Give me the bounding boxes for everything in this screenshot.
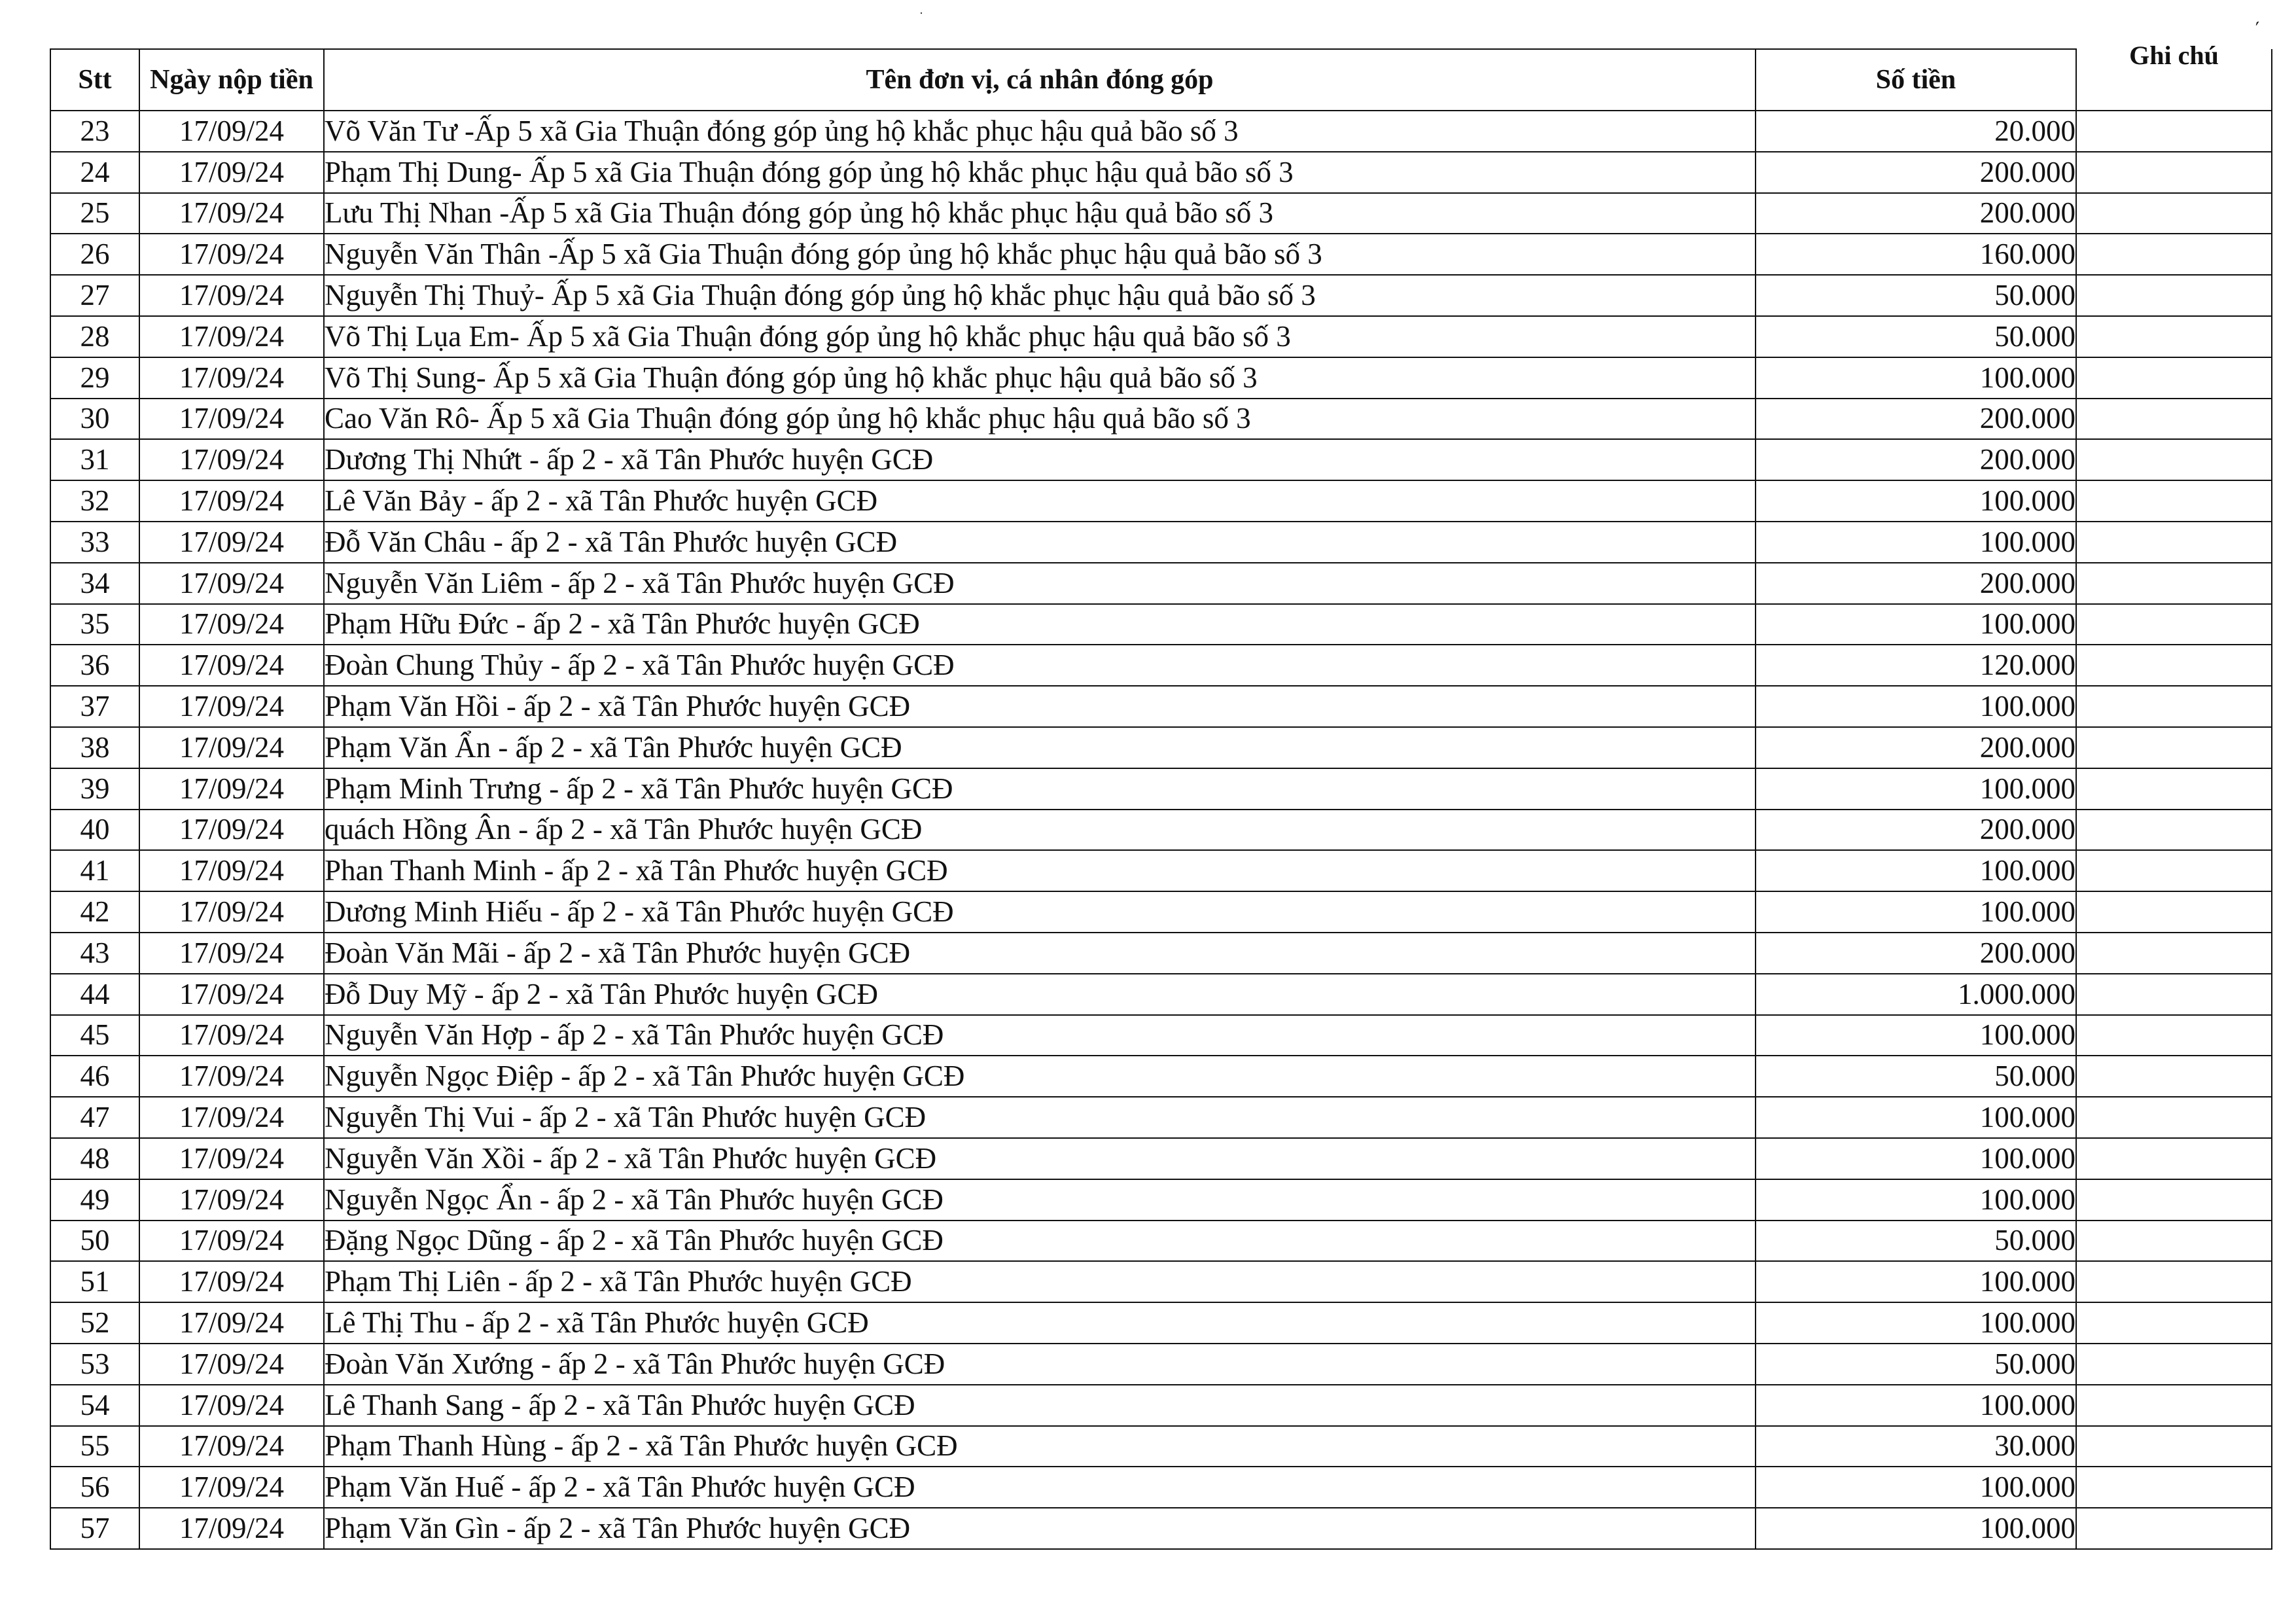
cell-stt: 30 (50, 399, 139, 440)
table-row (50, 768, 2272, 810)
table-header-row (50, 49, 2272, 111)
cell-stt: 52 (50, 1302, 139, 1344)
cell-note (2076, 111, 2272, 152)
cell-name: Nguyễn Văn Xồi - ấp 2 - xã Tân Phước huyện GCĐ (324, 1138, 1756, 1179)
table-row (50, 522, 2272, 563)
cell-stt: 37 (50, 686, 139, 727)
cell-date: 17/09/24 (139, 1261, 324, 1302)
cell-name: Đặng Ngọc Dũng - ấp 2 - xã Tân Phước huyện GCĐ (324, 1221, 1756, 1262)
contribution-table (50, 41, 2272, 1550)
table-row (50, 891, 2272, 933)
cell-date: 17/09/24 (139, 234, 324, 275)
cell-amount: 100.000 (1756, 1508, 2076, 1549)
cell-stt: 25 (50, 193, 139, 234)
cell-stt: 43 (50, 933, 139, 974)
cell-amount: 200.000 (1756, 193, 2076, 234)
cell-note (2076, 850, 2272, 891)
cell-name: Nguyễn Văn Hợp - ấp 2 - xã Tân Phước huyện GCĐ (324, 1015, 1756, 1056)
table-row (50, 563, 2272, 604)
cell-date: 17/09/24 (139, 357, 324, 399)
table-row (50, 933, 2272, 974)
cell-amount: 50.000 (1756, 316, 2076, 357)
cell-note (2076, 480, 2272, 522)
table-row (50, 810, 2272, 851)
cell-amount: 1.000.000 (1756, 974, 2076, 1015)
cell-stt: 54 (50, 1385, 139, 1426)
cell-amount: 100.000 (1756, 1015, 2076, 1056)
cell-name: Phạm Hữu Đức - ấp 2 - xã Tân Phước huyện GCĐ (324, 604, 1756, 645)
cell-amount: 100.000 (1756, 1138, 2076, 1179)
cell-name: Lê Thanh Sang - ấp 2 - xã Tân Phước huyện GCĐ (324, 1385, 1756, 1426)
cell-note (2076, 1056, 2272, 1097)
cell-stt: 34 (50, 563, 139, 604)
cell-stt: 28 (50, 316, 139, 357)
cell-date: 17/09/24 (139, 1015, 324, 1056)
cell-amount: 100.000 (1756, 1302, 2076, 1344)
cell-name: Lê Văn Bảy - ấp 2 - xã Tân Phước huyện GCĐ (324, 480, 1756, 522)
cell-stt: 50 (50, 1221, 139, 1262)
cell-date: 17/09/24 (139, 1385, 324, 1426)
cell-date: 17/09/24 (139, 933, 324, 974)
cell-note (2076, 645, 2272, 686)
table-row (50, 1015, 2272, 1056)
cell-date: 17/09/24 (139, 1056, 324, 1097)
table-row (50, 1221, 2272, 1262)
cell-stt: 55 (50, 1426, 139, 1467)
table-row (50, 1261, 2272, 1302)
cell-note (2076, 604, 2272, 645)
cell-amount: 160.000 (1756, 234, 2076, 275)
cell-note (2076, 1467, 2272, 1508)
cell-note (2076, 399, 2272, 440)
cell-date: 17/09/24 (139, 686, 324, 727)
table-row (50, 850, 2272, 891)
cell-name: Phạm Thị Liên - ấp 2 - xã Tân Phước huyện GCĐ (324, 1261, 1756, 1302)
cell-stt: 49 (50, 1179, 139, 1221)
cell-date: 17/09/24 (139, 1097, 324, 1138)
cell-date: 17/09/24 (139, 1426, 324, 1467)
table-row (50, 193, 2272, 234)
scan-speck: ˊ (2252, 18, 2267, 41)
cell-name: Dương Thị Nhứt - ấp 2 - xã Tân Phước huyện GCĐ (324, 439, 1756, 480)
cell-date: 17/09/24 (139, 810, 324, 851)
cell-date: 17/09/24 (139, 974, 324, 1015)
cell-date: 17/09/24 (139, 850, 324, 891)
table-row (50, 686, 2272, 727)
cell-name: Phan Thanh Minh - ấp 2 - xã Tân Phước huyện GCĐ (324, 850, 1756, 891)
cell-amount: 100.000 (1756, 480, 2076, 522)
cell-amount: 100.000 (1756, 522, 2076, 563)
cell-date: 17/09/24 (139, 563, 324, 604)
column-header-amount: Số tiền (1756, 49, 2076, 111)
cell-stt: 29 (50, 357, 139, 399)
cell-note (2076, 1302, 2272, 1344)
table-row (50, 357, 2272, 399)
table-row (50, 1467, 2272, 1508)
cell-note (2076, 686, 2272, 727)
cell-date: 17/09/24 (139, 399, 324, 440)
cell-note (2076, 1097, 2272, 1138)
table-row (50, 1302, 2272, 1344)
cell-name: Nguyễn Ngọc Điệp - ấp 2 - xã Tân Phước huyện GCĐ (324, 1056, 1756, 1097)
cell-stt: 56 (50, 1467, 139, 1508)
cell-name: Cao Văn Rô- Ấp 5 xã Gia Thuận đóng góp ủng hộ khắc phục hậu quả bão số 3 (324, 399, 1756, 440)
cell-date: 17/09/24 (139, 604, 324, 645)
cell-name: Đoàn Văn Xướng - ấp 2 - xã Tân Phước huyện GCĐ (324, 1344, 1756, 1385)
cell-amount: 100.000 (1756, 1467, 2076, 1508)
cell-amount: 200.000 (1756, 399, 2076, 440)
cell-date: 17/09/24 (139, 768, 324, 810)
cell-note (2076, 234, 2272, 275)
cell-stt: 41 (50, 850, 139, 891)
cell-note (2076, 439, 2272, 480)
cell-amount: 100.000 (1756, 891, 2076, 933)
cell-name: Phạm Văn Huế - ấp 2 - xã Tân Phước huyện GCĐ (324, 1467, 1756, 1508)
table-row (50, 1426, 2272, 1467)
cell-amount: 200.000 (1756, 933, 2076, 974)
table-row (50, 1138, 2272, 1179)
cell-stt: 31 (50, 439, 139, 480)
table-row (50, 1385, 2272, 1426)
cell-date: 17/09/24 (139, 1221, 324, 1262)
cell-date: 17/09/24 (139, 1344, 324, 1385)
table-row (50, 1056, 2272, 1097)
cell-note (2076, 193, 2272, 234)
cell-name: Nguyễn Ngọc Ẩn - ấp 2 - xã Tân Phước huyện GCĐ (324, 1179, 1756, 1221)
cell-amount: 100.000 (1756, 357, 2076, 399)
cell-amount: 100.000 (1756, 686, 2076, 727)
cell-stt: 38 (50, 727, 139, 768)
table-row (50, 727, 2272, 768)
cell-name: Nguyễn Văn Liêm - ấp 2 - xã Tân Phước huyện GCĐ (324, 563, 1756, 604)
cell-amount: 200.000 (1756, 152, 2076, 193)
cell-amount: 200.000 (1756, 810, 2076, 851)
table-row (50, 152, 2272, 193)
cell-amount: 20.000 (1756, 111, 2076, 152)
cell-stt: 36 (50, 645, 139, 686)
table-row (50, 275, 2272, 316)
cell-amount: 100.000 (1756, 1385, 2076, 1426)
cell-name: Võ Văn Tư -Ấp 5 xã Gia Thuận đóng góp ủng hộ khắc phục hậu quả bão số 3 (324, 111, 1756, 152)
cell-name: Phạm Văn Gìn - ấp 2 - xã Tân Phước huyện GCĐ (324, 1508, 1756, 1549)
cell-stt: 40 (50, 810, 139, 851)
cell-date: 17/09/24 (139, 275, 324, 316)
cell-amount: 30.000 (1756, 1426, 2076, 1467)
scan-speck: · (919, 7, 923, 20)
cell-date: 17/09/24 (139, 439, 324, 480)
cell-name: Dương Minh Hiếu - ấp 2 - xã Tân Phước huyện GCĐ (324, 891, 1756, 933)
column-header-note-label: Ghi chú (2129, 41, 2219, 70)
table-row (50, 399, 2272, 440)
cell-amount: 50.000 (1756, 1221, 2076, 1262)
cell-stt: 39 (50, 768, 139, 810)
cell-name: Nguyễn Thị Thuỷ- Ấp 5 xã Gia Thuận đóng góp ủng hộ khắc phục hậu quả bão số 3 (324, 275, 1756, 316)
cell-amount: 50.000 (1756, 1344, 2076, 1385)
cell-note (2076, 1221, 2272, 1262)
table-row (50, 1508, 2272, 1549)
cell-amount: 100.000 (1756, 1261, 2076, 1302)
table-row (50, 480, 2272, 522)
cell-note (2076, 768, 2272, 810)
cell-name: quách Hồng Ân - ấp 2 - xã Tân Phước huyện GCĐ (324, 810, 1756, 851)
cell-note (2076, 727, 2272, 768)
cell-name: Đoàn Văn Mãi - ấp 2 - xã Tân Phước huyện GCĐ (324, 933, 1756, 974)
cell-stt: 57 (50, 1508, 139, 1549)
cell-stt: 24 (50, 152, 139, 193)
cell-stt: 35 (50, 604, 139, 645)
table-row (50, 111, 2272, 152)
cell-date: 17/09/24 (139, 1138, 324, 1179)
table-row (50, 1344, 2272, 1385)
cell-date: 17/09/24 (139, 727, 324, 768)
cell-note (2076, 933, 2272, 974)
cell-name: Lê Thị Thu - ấp 2 - xã Tân Phước huyện GCĐ (324, 1302, 1756, 1344)
cell-name: Nguyễn Thị Vui - ấp 2 - xã Tân Phước huyện GCĐ (324, 1097, 1756, 1138)
cell-date: 17/09/24 (139, 316, 324, 357)
table-row (50, 1097, 2272, 1138)
cell-name: Lưu Thị Nhan -Ấp 5 xã Gia Thuận đóng góp ủng hộ khắc phục hậu quả bão số 3 (324, 193, 1756, 234)
cell-date: 17/09/24 (139, 193, 324, 234)
cell-note (2076, 810, 2272, 851)
cell-stt: 48 (50, 1138, 139, 1179)
cell-note (2076, 357, 2272, 399)
table-row (50, 974, 2272, 1015)
cell-name: Nguyễn Văn Thân -Ấp 5 xã Gia Thuận đóng góp ủng hộ khắc phục hậu quả bão số 3 (324, 234, 1756, 275)
cell-note (2076, 1138, 2272, 1179)
cell-amount: 100.000 (1756, 768, 2076, 810)
column-header-stt: Stt (50, 49, 139, 111)
cell-note (2076, 152, 2272, 193)
cell-name: Phạm Văn Hồi - ấp 2 - xã Tân Phước huyện GCĐ (324, 686, 1756, 727)
cell-name: Đoàn Chung Thủy - ấp 2 - xã Tân Phước huyện GCĐ (324, 645, 1756, 686)
table-row (50, 439, 2272, 480)
column-header-name: Tên đơn vị, cá nhân đóng góp (324, 49, 1756, 111)
cell-note (2076, 1261, 2272, 1302)
cell-note (2076, 974, 2272, 1015)
cell-stt: 47 (50, 1097, 139, 1138)
cell-amount: 50.000 (1756, 1056, 2076, 1097)
table-row (50, 604, 2272, 645)
cell-amount: 100.000 (1756, 604, 2076, 645)
cell-name: Đỗ Duy Mỹ - ấp 2 - xã Tân Phước huyện GCĐ (324, 974, 1756, 1015)
cell-note (2076, 891, 2272, 933)
cell-stt: 46 (50, 1056, 139, 1097)
cell-date: 17/09/24 (139, 1302, 324, 1344)
cell-note (2076, 1179, 2272, 1221)
cell-date: 17/09/24 (139, 891, 324, 933)
cell-amount: 200.000 (1756, 439, 2076, 480)
cell-name: Phạm Thanh Hùng - ấp 2 - xã Tân Phước huyện GCĐ (324, 1426, 1756, 1467)
cell-amount: 120.000 (1756, 645, 2076, 686)
cell-name: Phạm Thị Dung- Ấp 5 xã Gia Thuận đóng góp ủng hộ khắc phục hậu quả bão số 3 (324, 152, 1756, 193)
table-row (50, 234, 2272, 275)
cell-stt: 42 (50, 891, 139, 933)
cell-amount: 50.000 (1756, 275, 2076, 316)
cell-amount: 100.000 (1756, 850, 2076, 891)
cell-date: 17/09/24 (139, 152, 324, 193)
cell-note (2076, 522, 2272, 563)
cell-note (2076, 1426, 2272, 1467)
cell-stt: 26 (50, 234, 139, 275)
cell-amount: 100.000 (1756, 1179, 2076, 1221)
cell-name: Phạm Văn Ẩn - ấp 2 - xã Tân Phước huyện GCĐ (324, 727, 1756, 768)
cell-note (2076, 1508, 2272, 1549)
cell-amount: 200.000 (1756, 727, 2076, 768)
cell-date: 17/09/24 (139, 522, 324, 563)
cell-date: 17/09/24 (139, 111, 324, 152)
table-row (50, 1179, 2272, 1221)
cell-amount: 200.000 (1756, 563, 2076, 604)
cell-note (2076, 275, 2272, 316)
cell-stt: 23 (50, 111, 139, 152)
cell-stt: 53 (50, 1344, 139, 1385)
column-header-date (139, 49, 324, 111)
cell-amount: 100.000 (1756, 1097, 2076, 1138)
cell-note (2076, 1344, 2272, 1385)
cell-stt: 27 (50, 275, 139, 316)
cell-name: Võ Thị Lụa Em- Ấp 5 xã Gia Thuận đóng góp ủng hộ khắc phục hậu quả bão số 3 (324, 316, 1756, 357)
column-header-date-label: Ngày nộp tiền (150, 65, 313, 95)
cell-stt: 44 (50, 974, 139, 1015)
cell-date: 17/09/24 (139, 1508, 324, 1549)
cell-date: 17/09/24 (139, 1467, 324, 1508)
cell-note (2076, 563, 2272, 604)
cell-note (2076, 1385, 2272, 1426)
table-row (50, 316, 2272, 357)
cell-stt: 32 (50, 480, 139, 522)
cell-date: 17/09/24 (139, 645, 324, 686)
column-header-note (2076, 41, 2272, 111)
table-body (50, 111, 2272, 1549)
cell-name: Đỗ Văn Châu - ấp 2 - xã Tân Phước huyện GCĐ (324, 522, 1756, 563)
cell-stt: 51 (50, 1261, 139, 1302)
cell-name: Võ Thị Sung- Ấp 5 xã Gia Thuận đóng góp ủng hộ khắc phục hậu quả bão số 3 (324, 357, 1756, 399)
cell-note (2076, 316, 2272, 357)
table-row (50, 645, 2272, 686)
cell-name: Phạm Minh Trưng - ấp 2 - xã Tân Phước huyện GCĐ (324, 768, 1756, 810)
cell-stt: 45 (50, 1015, 139, 1056)
cell-note (2076, 1015, 2272, 1056)
cell-stt: 33 (50, 522, 139, 563)
cell-date: 17/09/24 (139, 480, 324, 522)
cell-date: 17/09/24 (139, 1179, 324, 1221)
